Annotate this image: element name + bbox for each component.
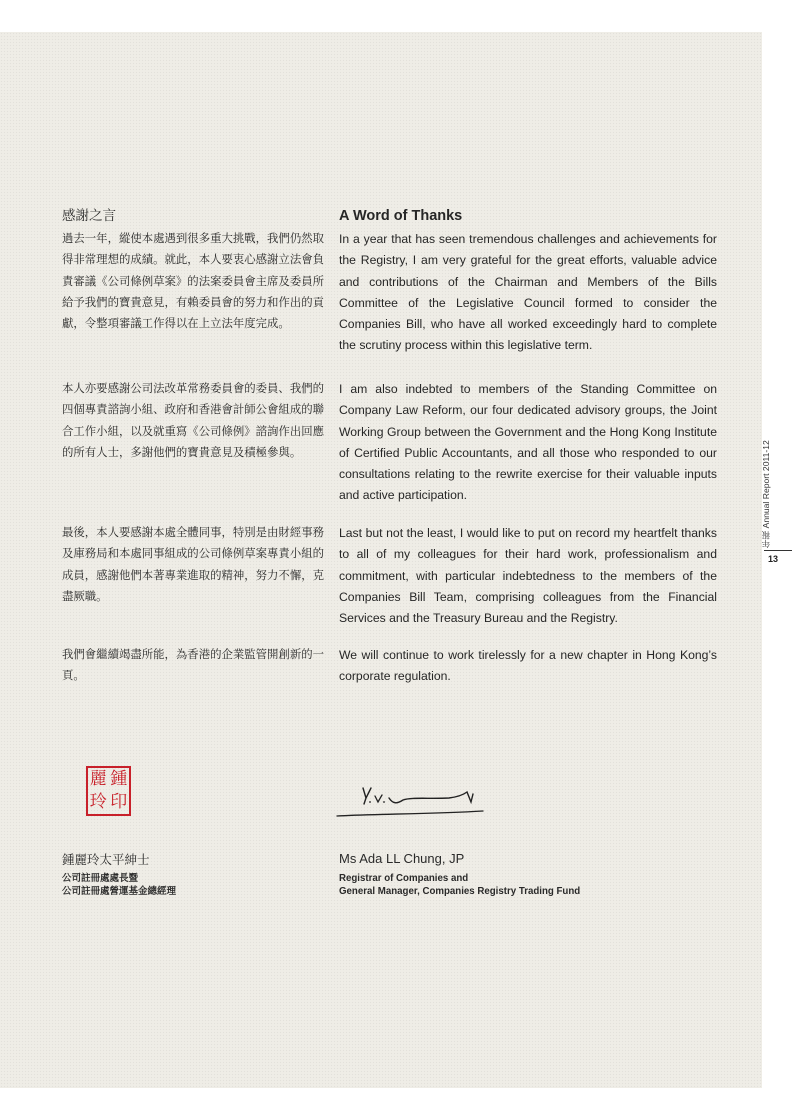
title-line: General Manager, Companies Registry Trading Fund (339, 886, 581, 897)
english-heading: A Word of Thanks (339, 208, 463, 224)
chinese-paragraph-4: 我們會繼續竭盡所能，為香港的企業監管開創新的一頁。 (62, 647, 324, 683)
chinese-paragraph-1: 過去一年，縱使本處遇到很多重大挑戰，我們仍然取得非常理想的成績。就此，本人要衷心感謝立法會負責審議《公司條例草案》的法案委員會主席及委員所給予我們的寶貴意見，有賴委員會的努力和作出的貢獻，令整項審議工作得以在上立法年度完成。 (62, 231, 324, 331)
handwritten-signature (333, 778, 493, 828)
chinese-heading: 感謝之言 (62, 208, 116, 224)
page-number: 13 (767, 554, 778, 564)
signatory-name-chinese: 鍾麗玲太平紳士 (62, 852, 150, 867)
english-paragraph-3: Last but not the least, I would like to put on record my heartfelt thanks to all of my colleagues for their hard work, professionalism and commitment, with particular indebtedness to the members of the Companies Bill Team, comprising colleagues from the Financial Services and the Treasury Bureau and the Registry. (339, 526, 717, 626)
seal-char: 鍾 (110, 769, 128, 789)
annual-report-tab (760, 440, 774, 548)
english-paragraph-2: I am also indebted to members of the Standing Committee on Company Law Reform, our four dedicated advisory groups, the Joint Working Group between the Government and the Hong Kong Institute of Certified Public Accountants, and all those who responded to our consultations relating to the rewrite exercise for their valuable inputs and active participation. (339, 382, 717, 503)
annual-report-label: 年報 Annual Report 2011-12 (761, 440, 771, 548)
english-paragraph-4: We will continue to work tirelessly for a new chapter in Hong Kong’s corporate regulation. (339, 648, 717, 684)
seal-char: 印 (110, 792, 128, 812)
signatory-title-chinese (62, 872, 176, 898)
title-line: 公司註冊處營運基金總經理 (62, 886, 177, 897)
chinese-paragraph-2: 本人亦要感謝公司法改革常務委員會的委員、我們的四個專責諮詢小組、政府和香港會計師公會組成的聯合工作小組，以及就重寫《公司條例》諮詢作出回應的所有人士，多謝他們的寶貴意見及積極參與。 (62, 381, 324, 459)
seal-char: 玲 (89, 792, 107, 812)
red-seal-stamp (86, 766, 131, 816)
seal-char: 麗 (89, 769, 107, 789)
title-line: 公司註冊處處長暨 (62, 873, 139, 884)
chinese-column (62, 206, 324, 687)
chinese-paragraph-3: 最後，本人要感謝本處全體同事，特別是由財經事務及庫務局和本處同事組成的公司條例草案專責小組的成員，感謝他們本著專業進取的精神，努力不懈，克盡厥職。 (62, 525, 324, 603)
title-line: Registrar of Companies and (339, 873, 469, 884)
english-column (339, 206, 717, 688)
divider (764, 550, 792, 551)
english-paragraph-1: In a year that has seen tremendous challenges and achievements for the Registry, I am very grateful for the great efforts, valuable advice and contributions of the Chairman and Members of the Bills Committee of the Legislative Council formed to consider the Companies Bill, who have all worked exceedingly hard to complete the scrutiny process within this legislative term. (339, 232, 717, 353)
signatory-name-english: Ms Ada LL Chung, JP (339, 851, 465, 866)
signatory-title-english (339, 872, 580, 898)
